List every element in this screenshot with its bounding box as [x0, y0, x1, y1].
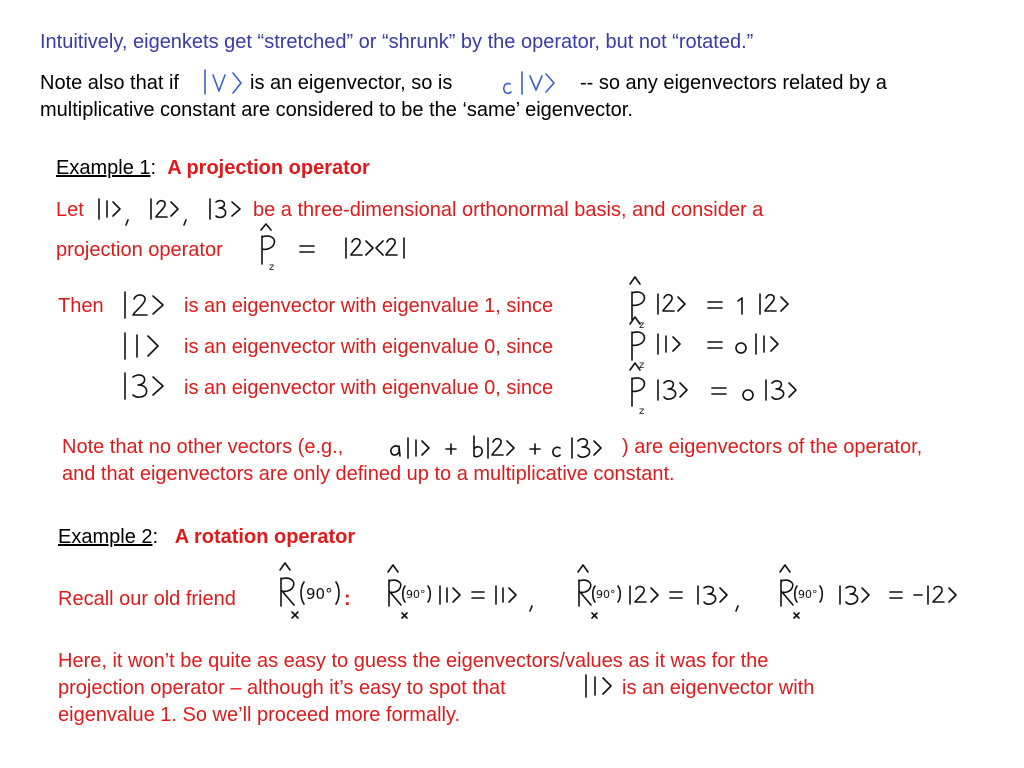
- svg-text:90°: 90°: [406, 588, 426, 601]
- ket1-para-handwritten: [582, 672, 618, 700]
- note1-line2: multiplicative constant are considered to be the ‘same’ eigenvector.: [40, 99, 633, 121]
- example1-label: Example 1: [56, 157, 151, 179]
- let-word: Let: [56, 199, 84, 221]
- example2-title: A rotation operator: [174, 526, 356, 548]
- r-eq1-handwritten: [382, 560, 552, 622]
- example2-colon: :: [152, 526, 159, 548]
- svg-text:z: z: [269, 262, 275, 273]
- r-eq2-handwritten: [572, 560, 752, 622]
- svg-text:90°: 90°: [798, 588, 818, 601]
- para-line1: Here, it won’t be quite as easy to guess the eigenvectors/values as it was for the: [58, 650, 769, 672]
- eigen-row-2: is an eigenvector with eigenvalue 0, since: [184, 336, 554, 358]
- example1-heading: [56, 156, 370, 180]
- ket2-handwritten: [120, 290, 170, 322]
- note1-part2: is an eigenvector, so is: [250, 72, 453, 94]
- para-line3: eigenvalue 1. So we’ll proceed more formally.: [58, 704, 461, 726]
- svg-text:z: z: [639, 360, 645, 371]
- recall-colon: :: [344, 588, 351, 610]
- para-line2-b: is an eigenvector with: [622, 677, 815, 699]
- ket1-handwritten: [120, 331, 170, 363]
- basis-kets-handwritten: [96, 196, 252, 228]
- then-word: Then: [58, 295, 104, 317]
- projection-text: projection operator: [56, 239, 223, 261]
- eq-row3-handwritten: [624, 360, 814, 416]
- example1-colon: :: [150, 157, 157, 179]
- svg-text:90°: 90°: [596, 588, 616, 601]
- example2-label: Example 2: [58, 526, 153, 548]
- note2-part2: ) are eigenvectors of the operator,: [622, 436, 923, 458]
- recall-text: Recall our old friend: [58, 588, 236, 610]
- example1-title: A projection operator: [167, 157, 370, 179]
- eigen-row-3: is an eigenvector with eigenvalue 0, since: [184, 377, 554, 399]
- r-eq3-handwritten: [774, 560, 974, 622]
- para-line2-a: projection operator – although it’s easy to spot that: [58, 677, 506, 699]
- example2-heading: [58, 525, 355, 549]
- eigen-row-1: is an eigenvector with eigenvalue 1, since: [184, 295, 554, 317]
- c-ket-v-handwritten: [500, 68, 560, 98]
- p2-definition-handwritten: [256, 220, 420, 272]
- note1-part3: -- so any eigenvectors related by a: [580, 72, 887, 94]
- note2-part1: Note that no other vectors (e.g.,: [62, 436, 344, 458]
- r90-definition-handwritten: [274, 558, 344, 620]
- svg-text:z: z: [639, 320, 645, 331]
- superposition-handwritten: [388, 432, 618, 462]
- note2-line2: and that eigenvectors are only defined up to a multiplicative constant.: [62, 463, 675, 485]
- note1-part1: Note also that if: [40, 72, 179, 94]
- svg-text:90°: 90°: [306, 585, 333, 603]
- intro-line: Intuitively, eigenkets get “stretched” or “shrunk” by the operator, but not “rotated.”: [40, 31, 754, 53]
- ket-v-handwritten: [203, 68, 247, 98]
- svg-text:z: z: [639, 406, 645, 417]
- ket3-handwritten: [120, 371, 172, 403]
- let-rest: be a three-dimensional orthonormal basis, and consider a: [253, 199, 764, 221]
